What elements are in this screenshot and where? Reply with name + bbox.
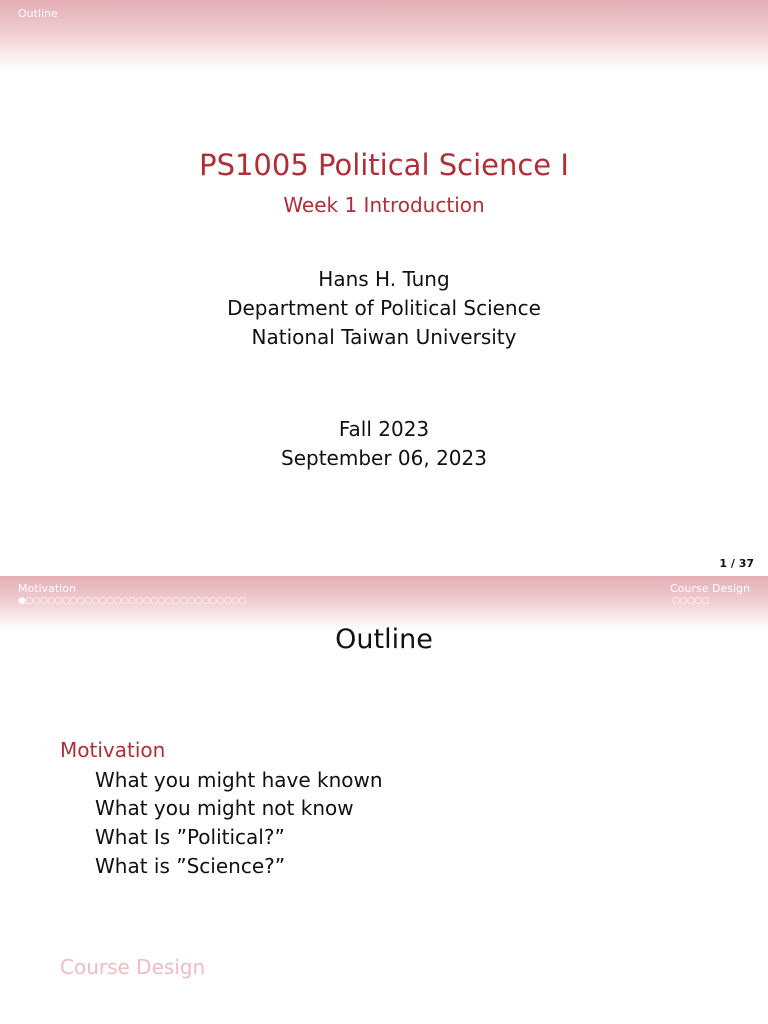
presentation-title: PS1005 Political Science I [199, 148, 569, 182]
presentation-subtitle: Week 1 Introduction [283, 193, 485, 217]
toc-subsection-political[interactable]: What Is ”Political?” [95, 825, 285, 849]
author-name: Hans H. Tung [318, 267, 450, 291]
institute-university: National Taiwan University [251, 325, 517, 349]
nav-section-course-design[interactable]: Course Design [670, 582, 750, 595]
outline-slide [0, 576, 768, 1024]
date-term: Fall 2023 [338, 417, 430, 441]
toc-section-motivation[interactable]: Motivation [60, 738, 166, 762]
headline-bar [0, 0, 768, 74]
date-day: September 06, 2023 [281, 446, 487, 470]
toc-subsection-not-know[interactable]: What you might not know [95, 796, 354, 820]
toc-section-course-design[interactable]: Course Design [60, 955, 206, 979]
frame-title: Outline [335, 624, 433, 655]
toc-subsection-known[interactable]: What you might have known [95, 768, 383, 792]
nav-frame-dots-motivation[interactable]: ●○○○○○○○○○○○○○○○○○○○○○○○○○○○○○○ [18, 596, 246, 606]
institute-department: Department of Political Science [227, 296, 541, 320]
nav-section-outline[interactable]: Outline [18, 7, 58, 20]
page-number: 1 / 37 [719, 557, 754, 570]
nav-frame-dots-course-design[interactable]: ○○○○○ [672, 596, 709, 606]
nav-section-motivation[interactable]: Motivation [18, 582, 76, 595]
toc-subsection-science[interactable]: What is ”Science?” [95, 854, 286, 878]
